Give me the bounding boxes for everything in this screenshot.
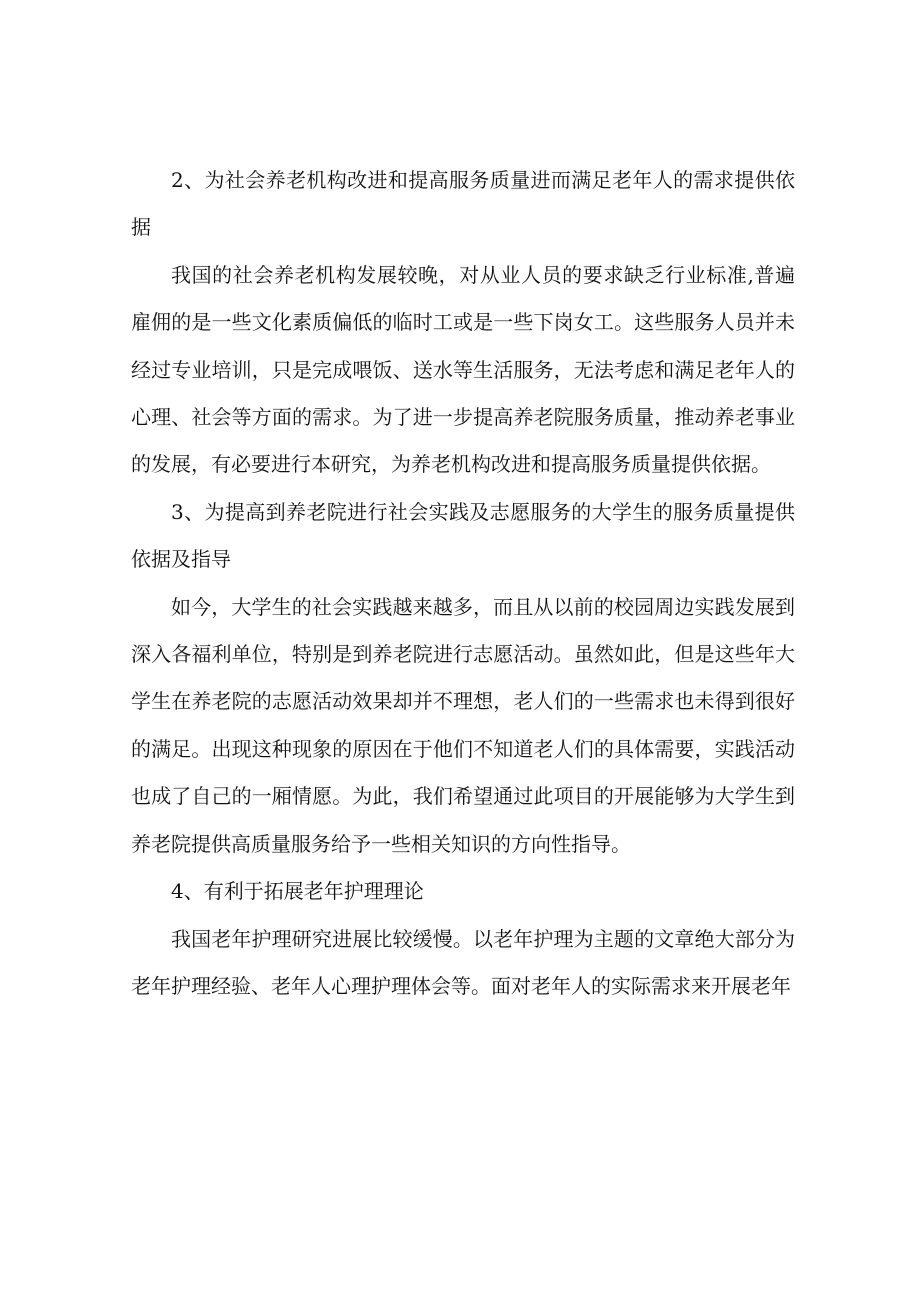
document-body	[131, 157, 795, 1010]
heading-item-4: 4、有利于拓展老年护理理论	[171, 879, 424, 904]
body-paragraph: 我国老年护理研究进展比较缓慢。以老年护理为主题的文章绝大部分为老年护理经验、老年人心理护理体会等。面对老年人的实际需求来开展老年	[131, 926, 795, 998]
heading-item-2: 2、为社会养老机构改进和提高服务质量进而满足老年人的需求提供依据	[131, 168, 795, 240]
body-paragraph: 如今，大学生的社会实践越来越多，而且从以前的校园周边实践发展到深入各福利单位，特别是到养老院进行志愿活动。虽然如此，但是这些年大学生在养老院的志愿活动效果却并不理想，老人们的一些需求也未得到很好的满足。出现这种现象的原因在于他们不知道老人们的具体需要，实践活动也成了自己的一厢情愿。为此，我们希望通过此项目的开展能够为大学生到养老院提供高质量服务给予一些相关知识的方向性指导。	[131, 594, 795, 856]
heading-item-3: 3、为提高到养老院进行社会实践及志愿服务的大学生的服务质量提供依据及指导	[131, 499, 795, 572]
body-paragraph: 我国的社会养老机构发展较晚，对从业人员的要求缺乏行业标准,普遍雇佣的是一些文化素质偏低的临时工或是一些下岗女工。这些服务人员并未经过专业培训，只是完成喂饭、送水等生活服务，无法考虑和满足老年人的心理、社会等方面的需求。为了进一步提高养老院服务质量，推动养老事业的发展，有必要进行本研究，为养老机构改进和提高服务质量提供依据。	[131, 262, 795, 477]
